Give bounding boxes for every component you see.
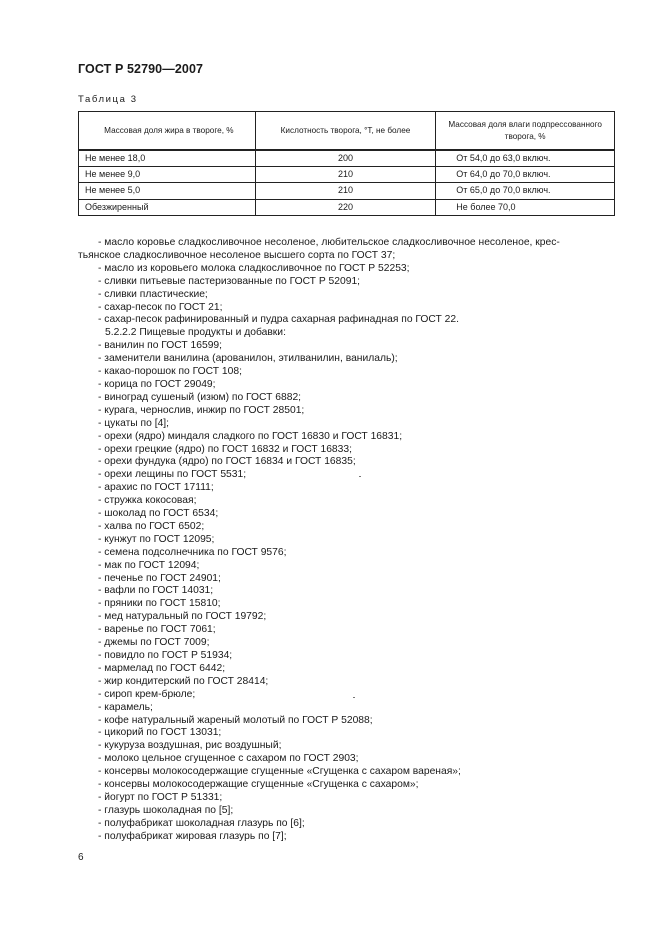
list-item: - йогурт по ГОСТ Р 51331; [98, 791, 223, 803]
list-item: - консервы молокосодержащие сгущенные «Сгущенка с сахаром вареная»; [98, 766, 461, 778]
page-number: 6 [78, 852, 84, 863]
list-item: - цикорий по ГОСТ 13031; [98, 727, 222, 739]
table-cell: 210 [255, 183, 436, 199]
table-row [79, 199, 615, 215]
table-caption: Таблица 3 [78, 94, 138, 105]
list-item-continuation: тьянское сладкосливочное несоленое высшего сорта по ГОСТ 37; [78, 249, 396, 261]
table-cell: 200 [255, 150, 436, 167]
list-item: - кукуруза воздушная, рис воздушный; [98, 740, 282, 752]
scan-speck [353, 697, 355, 698]
list-item: - сливки пластические; [98, 288, 208, 300]
list-item: - орехи лещины по ГОСТ 5531; [98, 469, 247, 481]
list-item: - мармелад по ГОСТ 6442; [98, 662, 226, 674]
list-item: - полуфабрикат жировая глазурь по [7]; [98, 830, 287, 842]
list-item: - варенье по ГОСТ 7061; [98, 624, 216, 636]
list-item: - орехи грецкие (ядро) по ГОСТ 16832 и ГОСТ 16833; [98, 443, 352, 455]
table-cell: От 65,0 до 70,0 включ. [436, 183, 615, 199]
column-header: Массовая доля влаги подпрессованного творога, % [436, 112, 615, 151]
list-item: - какао-порошок по ГОСТ 108; [98, 366, 242, 378]
list-item: - масло из коровьего молока сладкосливочное по ГОСТ Р 52253; [98, 262, 410, 274]
list-item: - молоко цельное сгущенное с сахаром по ГОСТ 2903; [98, 753, 359, 765]
list-item: - джемы по ГОСТ 7009; [98, 637, 210, 649]
list-item: - курага, чернослив, инжир по ГОСТ 28501; [98, 404, 305, 416]
list-item: - масло коровье сладкосливочное несоленое, любительское сладкосливочное несоленое, крес- [98, 237, 560, 248]
list-item: - орехи фундука (ядро) по ГОСТ 16834 и ГОСТ 16835; [98, 456, 356, 468]
table-cell: Не менее 5,0 [79, 183, 256, 199]
table-cell: Не менее 18,0 [79, 150, 256, 167]
column-header: Массовая доля жира в твороге, % [79, 112, 256, 151]
list-item: - мед натуральный по ГОСТ 19792; [98, 611, 267, 623]
table-row [79, 167, 615, 183]
document-header: ГОСТ Р 52790—2007 [78, 62, 204, 76]
list-item: - виноград сушеный (изюм) по ГОСТ 6882; [98, 391, 302, 403]
column-header: Кислотность творога, °Т, не более [255, 112, 436, 151]
list-item: - мак по ГОСТ 12094; [98, 559, 200, 571]
paragraph-heading: 5.2.2.2 Пищевые продукты и добавки: [105, 327, 286, 339]
table-cell: 210 [255, 167, 436, 183]
list-item: - полуфабрикат шоколадная глазурь по [6]; [98, 817, 305, 829]
table-cell: Не более 70,0 [436, 199, 615, 215]
list-item: - пряники по ГОСТ 15810; [98, 598, 221, 610]
list-item: - жир кондитерский по ГОСТ 28414; [98, 675, 269, 687]
list-item: - шоколад по ГОСТ 6534; [98, 508, 219, 520]
list-item: - халва по ГОСТ 6502; [98, 520, 205, 532]
table-row [79, 183, 615, 199]
list-item: - вафли по ГОСТ 14031; [98, 585, 214, 597]
list-item: - кофе натуральный жареный молотый по ГОСТ Р 52088; [98, 714, 373, 726]
list-item: - сахар-песок по ГОСТ 21; [98, 301, 223, 313]
list-item: - сироп крем-брюле; [98, 688, 196, 700]
body-text [78, 237, 615, 844]
list-item: - повидло по ГОСТ Р 51934; [98, 650, 233, 661]
table-cell: 220 [255, 199, 436, 215]
table-cell: Обезжиренный [79, 199, 256, 215]
list-item: - сливки питьевые пастеризованные по ГОСТ Р 52091; [98, 275, 361, 287]
table-header-row [79, 112, 615, 151]
table-cell: От 64,0 до 70,0 включ. [436, 167, 615, 183]
table-row [79, 150, 615, 167]
list-item: - сахар-песок рафинированный и пудра сахарная рафинадная по ГОСТ 22. [98, 314, 459, 326]
data-table [78, 111, 615, 216]
scan-speck [359, 476, 361, 477]
list-item: - орехи (ядро) миндаля сладкого по ГОСТ 16830 и ГОСТ 16831; [98, 430, 403, 442]
list-item: - ванилин по ГОСТ 16599; [98, 340, 223, 352]
list-item: - арахис по ГОСТ 17111; [98, 482, 214, 494]
list-item: - цукаты по [4]; [98, 417, 170, 429]
list-item: - корица по ГОСТ 29049; [98, 378, 216, 390]
list-item: - стружка кокосовая; [98, 495, 197, 507]
list-item: - семена подсолнечника по ГОСТ 9576; [98, 546, 287, 558]
table-cell: Не менее 9,0 [79, 167, 256, 183]
table-cell: От 54,0 до 63,0 включ. [436, 150, 615, 167]
list-item: - печенье по ГОСТ 24901; [98, 572, 221, 584]
list-item: - консервы молокосодержащие сгущенные «Сгущенка с сахаром»; [98, 779, 419, 791]
list-item: - заменители ванилина (арованилон, этилванилин, ванилаль); [98, 353, 398, 365]
list-item: - кунжут по ГОСТ 12095; [98, 533, 215, 545]
list-item: - глазурь шоколадная по [5]; [98, 804, 234, 816]
table-body [79, 150, 615, 215]
list-item: - карамель; [98, 701, 153, 713]
